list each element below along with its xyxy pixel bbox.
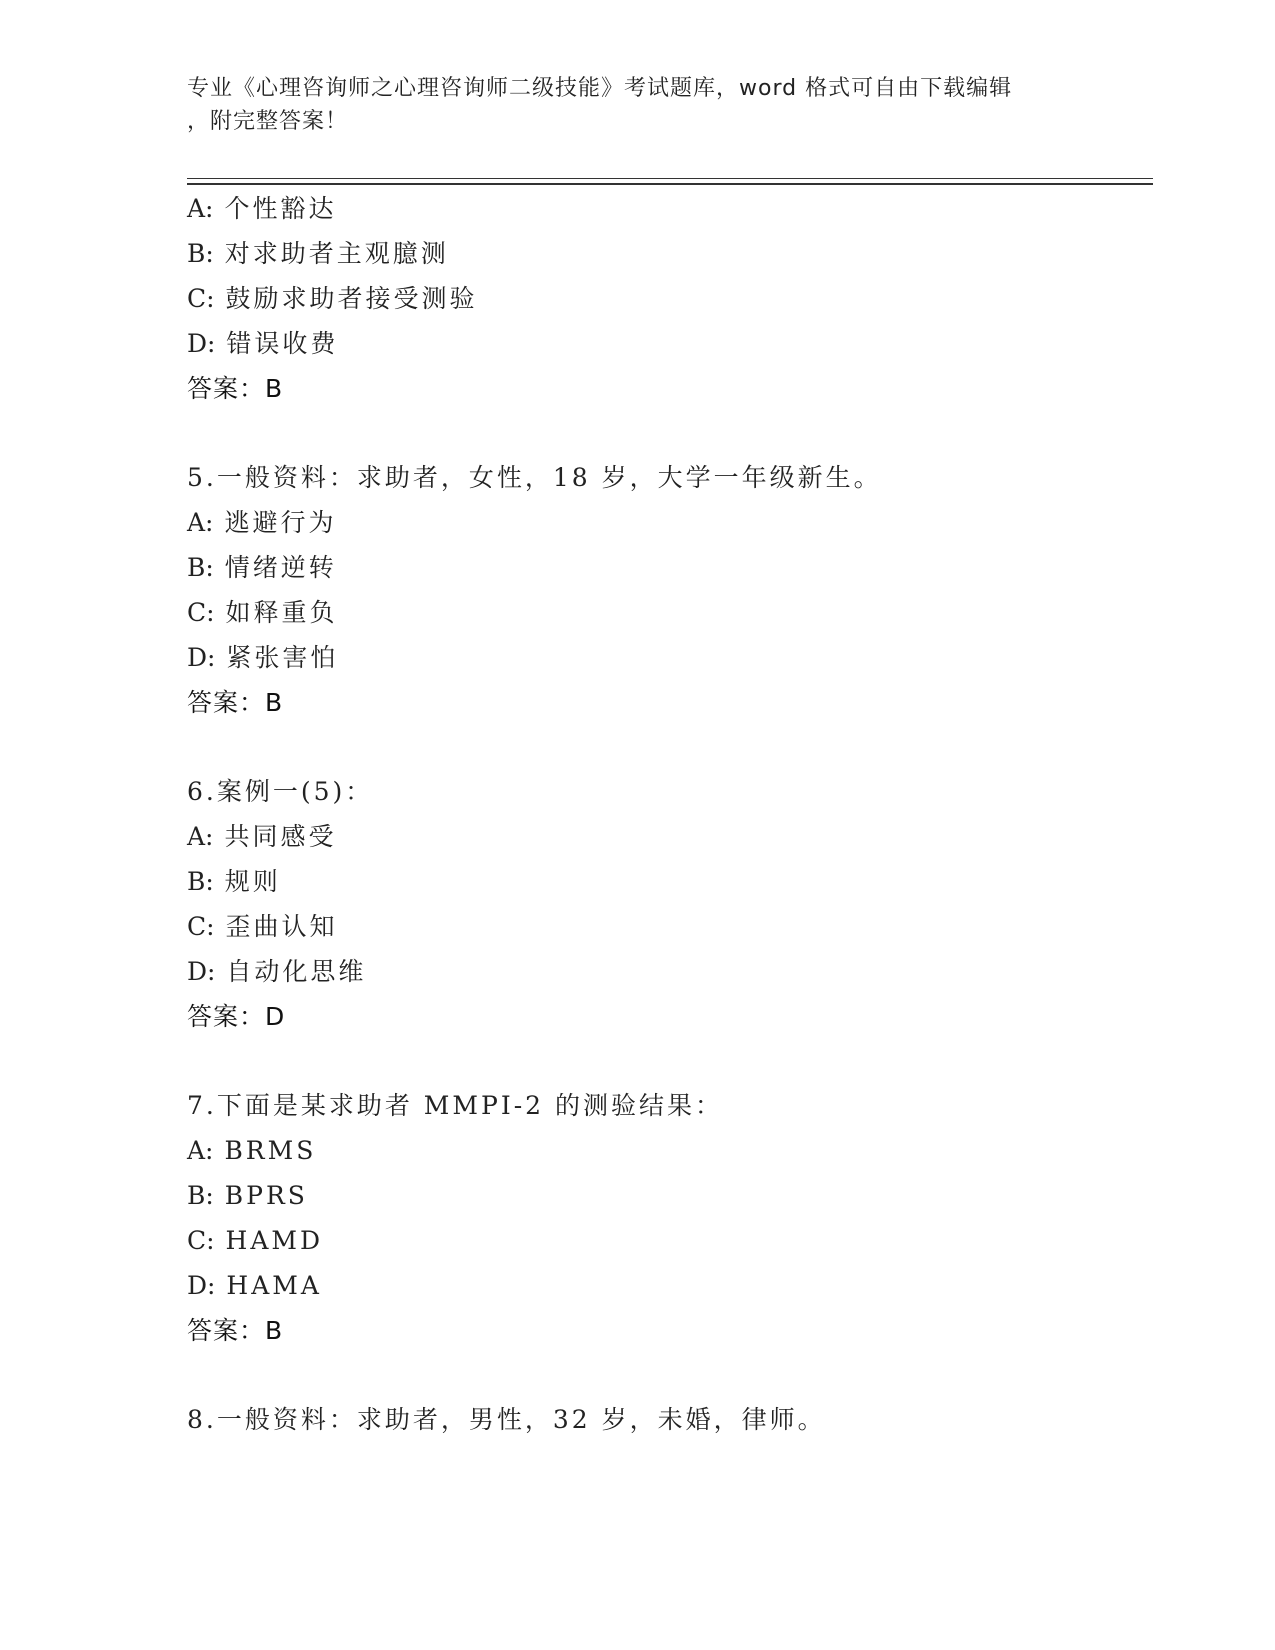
option-b: B: 规则 bbox=[187, 867, 281, 896]
header-line-2: ，附完整答案！ bbox=[187, 109, 349, 134]
option-b: B: 对求助者主观臆测 bbox=[187, 239, 449, 268]
question-stem: 7.下面是某求助者 MMPI-2 的测验结果： bbox=[187, 1091, 723, 1120]
option-c: C: 如释重负 bbox=[187, 598, 338, 627]
question-stem: 8.一般资料：求助者，男性，32 岁，未婚，律师。 bbox=[187, 1405, 826, 1434]
option-a: A: 逃避行为 bbox=[187, 508, 337, 537]
answer-line: 答案：B bbox=[187, 374, 284, 403]
option-d: D: 紧张害怕 bbox=[187, 643, 339, 672]
question-stem: 6.案例一(5)： bbox=[187, 777, 374, 806]
option-a: A: 个性豁达 bbox=[187, 194, 337, 223]
option-a: A: BRMS bbox=[187, 1136, 317, 1165]
header-line-1: 专业《心理咨询师之心理咨询师二级技能》考试题库，word 格式可自由下载编辑 bbox=[187, 76, 1013, 101]
header-divider-thick bbox=[187, 183, 1153, 185]
option-d: D: HAMA bbox=[187, 1271, 322, 1300]
answer-line: 答案：B bbox=[187, 688, 284, 717]
option-c: C: 歪曲认知 bbox=[187, 912, 338, 941]
answer-line: 答案：B bbox=[187, 1316, 284, 1345]
document-header bbox=[187, 72, 1067, 138]
option-c: C: HAMD bbox=[187, 1226, 324, 1255]
option-d: D: 自动化思维 bbox=[187, 957, 367, 986]
option-c: C: 鼓励求助者接受测验 bbox=[187, 284, 478, 313]
answer-line: 答案：D bbox=[187, 1002, 286, 1031]
option-d: D: 错误收费 bbox=[187, 329, 339, 358]
header-divider-thin bbox=[187, 178, 1153, 179]
question-stem: 5.一般资料：求助者，女性，18 岁，大学一年级新生。 bbox=[187, 463, 882, 492]
option-a: A: 共同感受 bbox=[187, 822, 337, 851]
option-b: B: 情绪逆转 bbox=[187, 553, 337, 582]
option-b: B: BPRS bbox=[187, 1181, 308, 1210]
